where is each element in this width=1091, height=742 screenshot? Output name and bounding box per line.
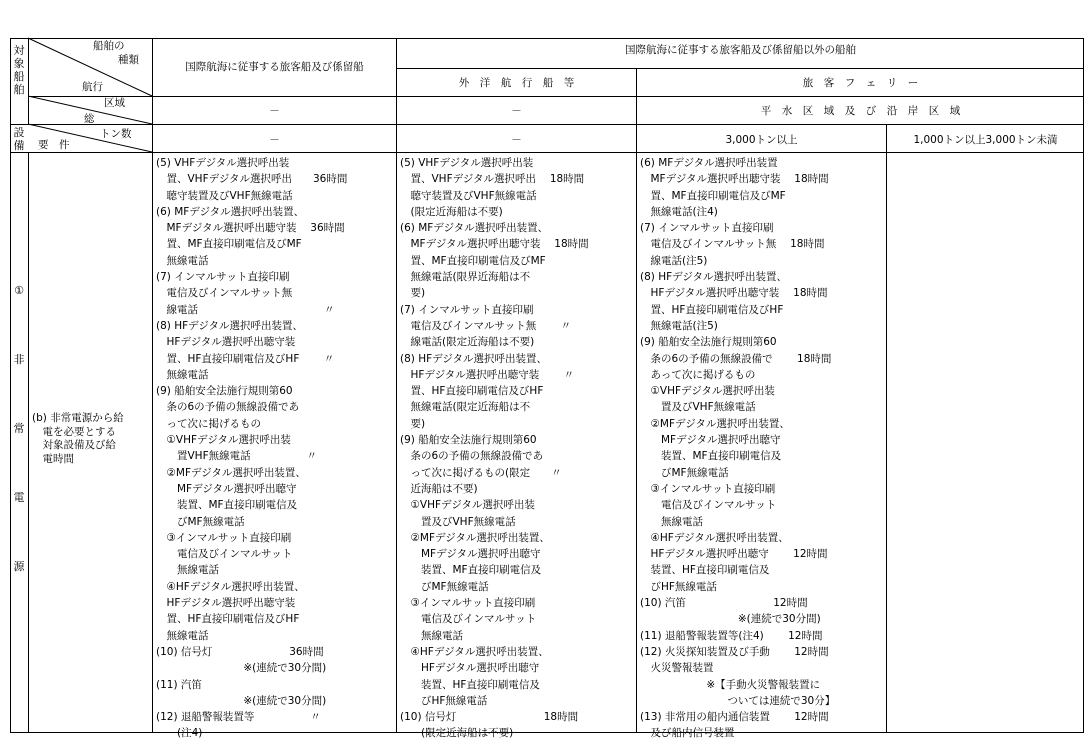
ton-ferry-small: 1,000トン以上3,000トン未満 xyxy=(913,134,1058,146)
target-char: 船 xyxy=(13,70,25,83)
area-ferry: 平 水 区 域 及 び 沿 岸 区 域 xyxy=(760,105,961,117)
ton-ocean: － xyxy=(511,134,522,146)
equipment-label xyxy=(12,126,26,152)
header-ferry: 旅 客 フ ェ リ ー xyxy=(802,77,919,89)
header-ocean: 外 洋 航 行 船 等 xyxy=(458,77,575,89)
ship-type-label-1: 船舶の xyxy=(93,40,125,52)
ton-intl: － xyxy=(269,134,280,146)
header-intl: 国際航海に従事する旅客船及び係留船 xyxy=(185,61,364,73)
ship-type-label-2: 種類 xyxy=(118,54,139,66)
target-label xyxy=(12,44,26,96)
equipment-char: 備 xyxy=(13,139,25,152)
ton-ferry-large: 3,000トン以上 xyxy=(725,134,798,146)
section-label xyxy=(12,284,26,573)
equipment-char: 設 xyxy=(13,126,25,139)
area-label-2: 区域 xyxy=(104,97,125,109)
section-char: ① xyxy=(14,284,24,297)
target-char: 対 xyxy=(13,44,25,57)
header-other: 国際航海に従事する旅客船及び係留船以外の船舶 xyxy=(625,44,856,56)
area-intl: － xyxy=(269,105,280,117)
tonnage-label-1: 総 xyxy=(84,113,95,125)
body-intl: (5) VHFデジタル選択呼出装 置、VHFデジタル選択呼出 36時間 聴守装置及びVHF無線電話 (6) MFデジタル選択呼出装置、 MFデジタル選択呼出聴守装 36時間 置、MF直接印刷電信及びMF 無線電話 (7) インマルサット直接印刷 電信及びインマルサット無 線電話 〃 (8) HFデジタル選択呼出装置、 HFデジタル選択呼出聴守装 置、HF直接印刷電信及びHF 〃 無線電話 (9) 船舶安全法施行規則第60 条の6の予備の無線設備であ って次に掲げるもの ①VHFデジタル選択呼出装 置VHF無線電話 〃 ②MFデジタル選択呼出装置、 MFデジタル選択呼出聴守 装置、MF直接印刷電信及 びMF無線電話 ③インマルサット直接印刷 電信及びインマルサット 無線電話 ④HFデジタル選択呼出装置、 HFデジタル選択呼出聴守装 置、HF直接印刷電信及びHF 無線電話 (10) 信号灯 36時間 ※(連続で30分間) (11) 汽笛 ※(連続で30分間) (12) 退船警報装置等 〃 (注4) xyxy=(156,157,348,740)
target-char: 舶 xyxy=(13,83,25,96)
section-char: 常 xyxy=(13,422,25,435)
body-ferry: (6) MFデジタル選択呼出装置 MFデジタル選択呼出聴守装 18時間 置、MF直接印刷電信及びMF 無線電話(注4) (7) インマルサット直接印刷 電信及びインマルサット無 18時間 線電話(注5) (8) HFデジタル選択呼出装置、 HFデジタル選択呼出聴守装 18時間 置、HF直接印刷電信及びHF 無線電話(注5) (9) 船舶安全法施行規則第60 条の6の予備の無線設備で 18時間 あって次に掲げるもの ①VHFデジタル選択呼出装 置及びVHF無線電話 ②MFデジタル選択呼出装置、 MFデジタル選択呼出聴守 装置、MF直接印刷電信及 びMF無線電話 ③インマルサット直接印刷 電信及びインマルサット 無線電話 ④HFデジタル選択呼出装置、 HFデジタル選択呼出聴守 12時間 装置、HF直接印刷電信及 びHF無線電話 (10) 汽笛 12時間 ※(連続で30分間) (11) 退船警報装置等(注4) 12時間 (12) 火災探知装置及び手動 12時間 火災警報装置 ※【手動火災警報装置に ついては連続で30分】 (13) 非常用の船内通信装置 12時間 及び船内信号装置 xyxy=(640,157,836,740)
item-b-label: (b) 非常電源から給 電を必要とする 対象設備及び給 電時間 xyxy=(32,412,124,465)
tonnage-label-2: トン数 xyxy=(100,128,132,140)
area-ocean: － xyxy=(511,105,522,117)
requirement-label: 要 件 xyxy=(38,139,70,151)
section-char: 電 xyxy=(13,491,25,504)
body-ocean: (5) VHFデジタル選択呼出装 置、VHFデジタル選択呼出 18時間 聴守装置及びVHF無線電話 (限定近海船は不要) (6) MFデジタル選択呼出装置、 MFデジタル選択呼出聴守装 18時間 置、MF直接印刷電信及びMF 無線電話(限界近海船は不 要) (7) インマルサット直接印刷 電信及びインマルサット無 〃 線電話(限定近海船は不要) (8) HFデジタル選択呼出装置、 HFデジタル選択呼出聴守装 〃 置、HF直接印刷電信及びHF 無線電話(限定近海船は不 要) (9) 船舶安全法施行規則第60 条の6の予備の無線設備であ って次に掲げるもの(限定 〃 近海船は不要) ①VHFデジタル選択呼出装 置及びVHF無線電話 ②MFデジタル選択呼出装置、 MFデジタル選択呼出聴守 装置、MF直接印刷電信及 びMF無線電話 ③インマルサット直接印刷 電信及びインマルサット 無線電話 ④HFデジタル選択呼出装置、 HFデジタル選択呼出聴守 装置、HF直接印刷電信及 びHF無線電話 (10) 信号灯 18時間 (限定近海船は不要) xyxy=(400,157,589,740)
section-char: 非 xyxy=(13,353,25,366)
section-char: 源 xyxy=(13,560,25,573)
target-char: 象 xyxy=(13,57,25,70)
area-label-1: 航行 xyxy=(82,81,103,93)
